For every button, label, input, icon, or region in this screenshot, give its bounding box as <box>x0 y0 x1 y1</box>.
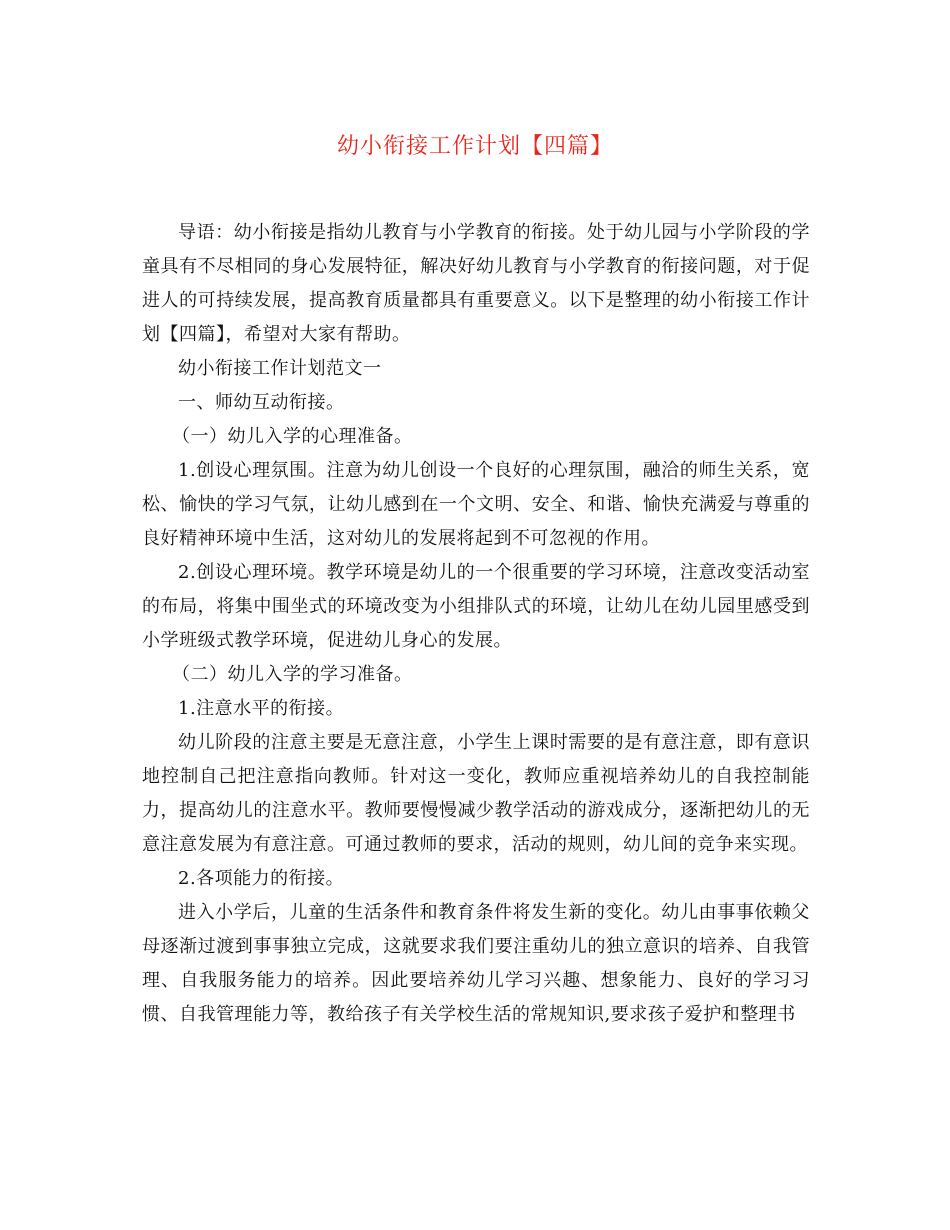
section-heading-teacher-child: 一、师幼互动衔接。 <box>178 392 345 413</box>
document-body <box>142 216 810 1032</box>
intro-paragraph: 导语：幼小衔接是指幼儿教育与小学教育的衔接。处于幼儿园与小学阶段的学童具有不尽相同的身心发展特征，解决好幼儿教育与小学教育的衔接问题，对于促进人的可持续发展，提高教育质量都具有重要意义。以下是整理的幼小衔接工作计划【四篇】，希望对大家有帮助。 <box>142 222 810 345</box>
item-heading-abilities: 2.各项能力的衔接。 <box>178 868 345 889</box>
document-title: 幼小衔接工作计划【四篇】 <box>336 134 613 159</box>
paragraph-psych-atmosphere: 1.创设心理氛围。注意为幼儿创设一个良好的心理氛围，融洽的师生关系，宽松、愉快的学习气氛，让幼儿感到在一个文明、安全、和谐、愉快充满爱与尊重的良好精神环境中生活，这对幼儿的发展将起到不可忽视的作用。 <box>142 460 810 549</box>
subsection-heading-psychological: （一）幼儿入学的心理准备。 <box>172 426 413 447</box>
paragraph-attention: 幼儿阶段的注意主要是无意注意，小学生上课时需要的是有意注意，即有意识地控制自己把注意指向教师。针对这一变化，教师应重视培养幼儿的自我控制能力，提高幼儿的注意水平。教师要慢慢减少教学活动的游戏成分，逐渐把幼儿的无意注意发展为有意注意。可通过教师的要求，活动的规则，幼儿间的竞争来实现。 <box>142 732 810 855</box>
section-heading-sample-one: 幼小衔接工作计划范文一 <box>178 358 382 379</box>
paragraph-psych-environment: 2.创设心理环境。教学环境是幼儿的一个很重要的学习环境，注意改变活动室的布局，将集中围坐式的环境改变为小组排队式的环境，让幼儿在幼儿园里感受到小学班级式教学环境，促进幼儿身心的发展。 <box>142 562 810 651</box>
paragraph-abilities: 进入小学后，儿童的生活条件和教育条件将发生新的变化。幼儿由事事依赖父母逐渐过渡到事事独立完成，这就要求我们要注重幼儿的独立意识的培养、自我管理、自我服务能力的培养。因此要培养幼儿学习兴趣、想象能力、良好的学习习惯、自我管理能力等，教给孩子有关学校生活的常规知识,要求孩子爱护和整理书 <box>142 902 810 1025</box>
item-heading-attention: 1.注意水平的衔接。 <box>178 698 345 719</box>
subsection-heading-learning: （二）幼儿入学的学习准备。 <box>172 664 413 685</box>
